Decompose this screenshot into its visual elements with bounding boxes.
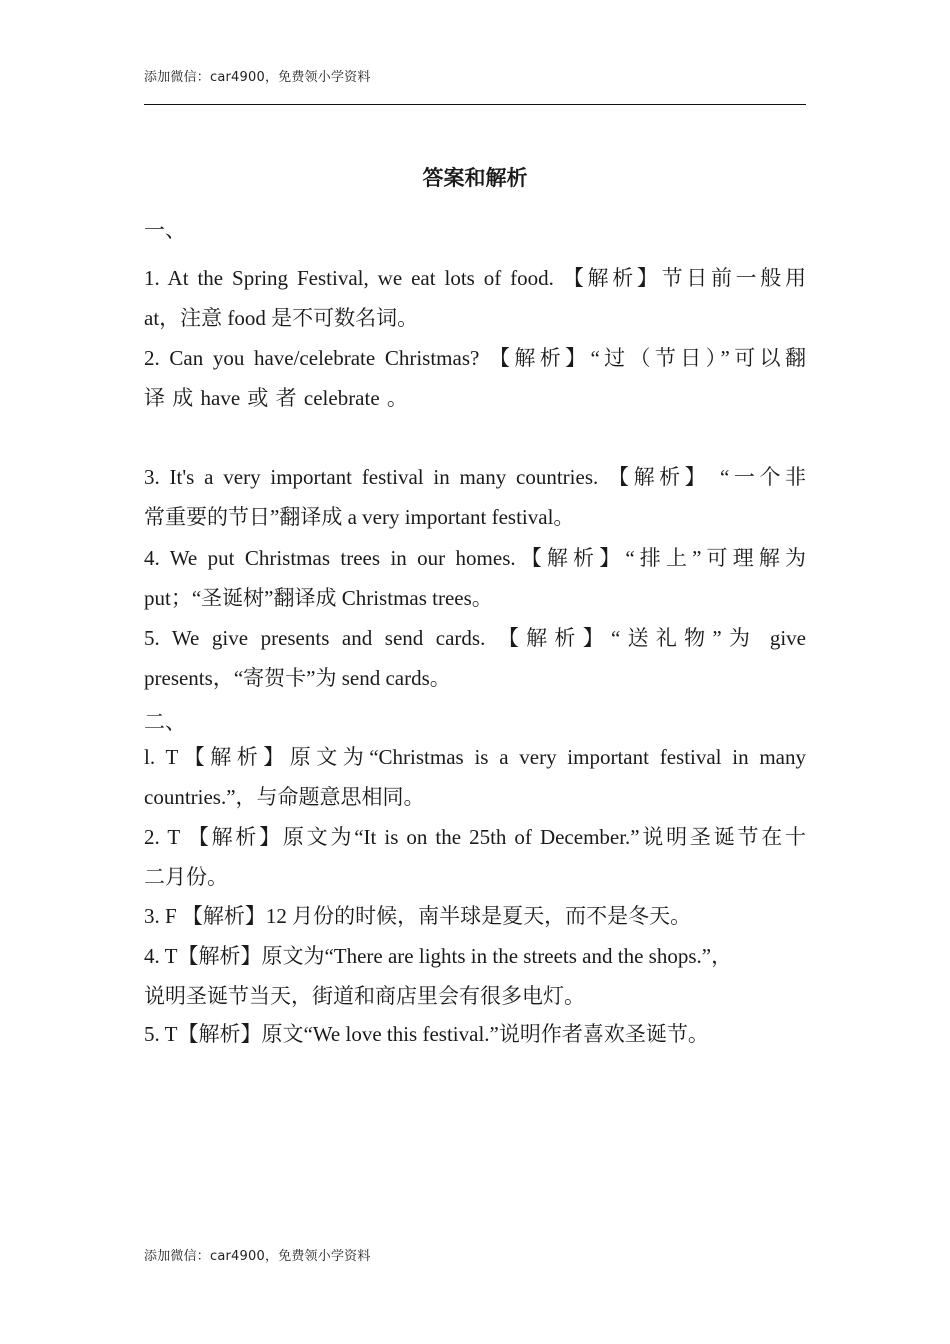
answer-2-1-line2: countries.”，与命题意思相同。 xyxy=(144,785,425,809)
section-heading-1: 一、 xyxy=(144,218,186,242)
footer-note: 添加微信：car4900，免费领小学资料 xyxy=(144,1249,371,1264)
page-title: 答案和解析 xyxy=(422,166,528,190)
answer-2-1-line1: l. T【解析】原文为“Christmas is a very important festival in many xyxy=(144,745,806,769)
section-heading-2: 二、 xyxy=(144,710,186,734)
answer-2-3-line1: 3. F 【解析】12 月份的时候，南半球是夏天，而不是冬天。 xyxy=(144,904,692,928)
answer-1-5-line1: 5. We give presents and send cards. 【解析】“送礼物”为 give xyxy=(144,626,806,650)
answer-2-4-line1: 4. T【解析】原文为“There are lights in the streets and the shops.”， xyxy=(144,944,733,968)
answer-1-3-line1: 3. It's a very important festival in many countries. 【解析】 “一个非 xyxy=(144,465,806,489)
answer-1-4-line1: 4. We put Christmas trees in our homes.【解析】“排上”可理解为 xyxy=(144,546,806,570)
answer-1-2-line1: 2. Can you have/celebrate Christmas? 【解析】“过（节日）”可以翻 xyxy=(144,346,806,370)
answer-1-2-line2: 译 成 have 或 者 celebrate 。 xyxy=(144,386,408,410)
answer-1-1-line2: at，注意 food 是不可数名词。 xyxy=(144,306,419,330)
header-divider xyxy=(144,104,806,105)
answer-2-5-line1: 5. T【解析】原文“We love this festival.”说明作者喜欢圣诞节。 xyxy=(144,1022,709,1046)
answer-2-2-line2: 二月份。 xyxy=(144,865,228,889)
answer-1-1-line1: 1. At the Spring Festival, we eat lots of food. 【解析】节日前一般用 xyxy=(144,266,806,290)
header-note: 添加微信：car4900，免费领小学资料 xyxy=(144,70,371,85)
answer-1-4-line2: put；“圣诞树”翻译成 Christmas trees。 xyxy=(144,586,493,610)
answer-2-4-line2: 说明圣诞节当天，街道和商店里会有很多电灯。 xyxy=(144,984,585,1008)
answer-1-3-line2: 常重要的节日”翻译成 a very important festival。 xyxy=(144,505,575,529)
answer-1-5-line2: presents，“寄贺卡”为 send cards。 xyxy=(144,666,451,690)
answer-2-2-line1: 2. T 【解析】原文为“It is on the 25th of December.”说明圣诞节在十 xyxy=(144,825,806,849)
